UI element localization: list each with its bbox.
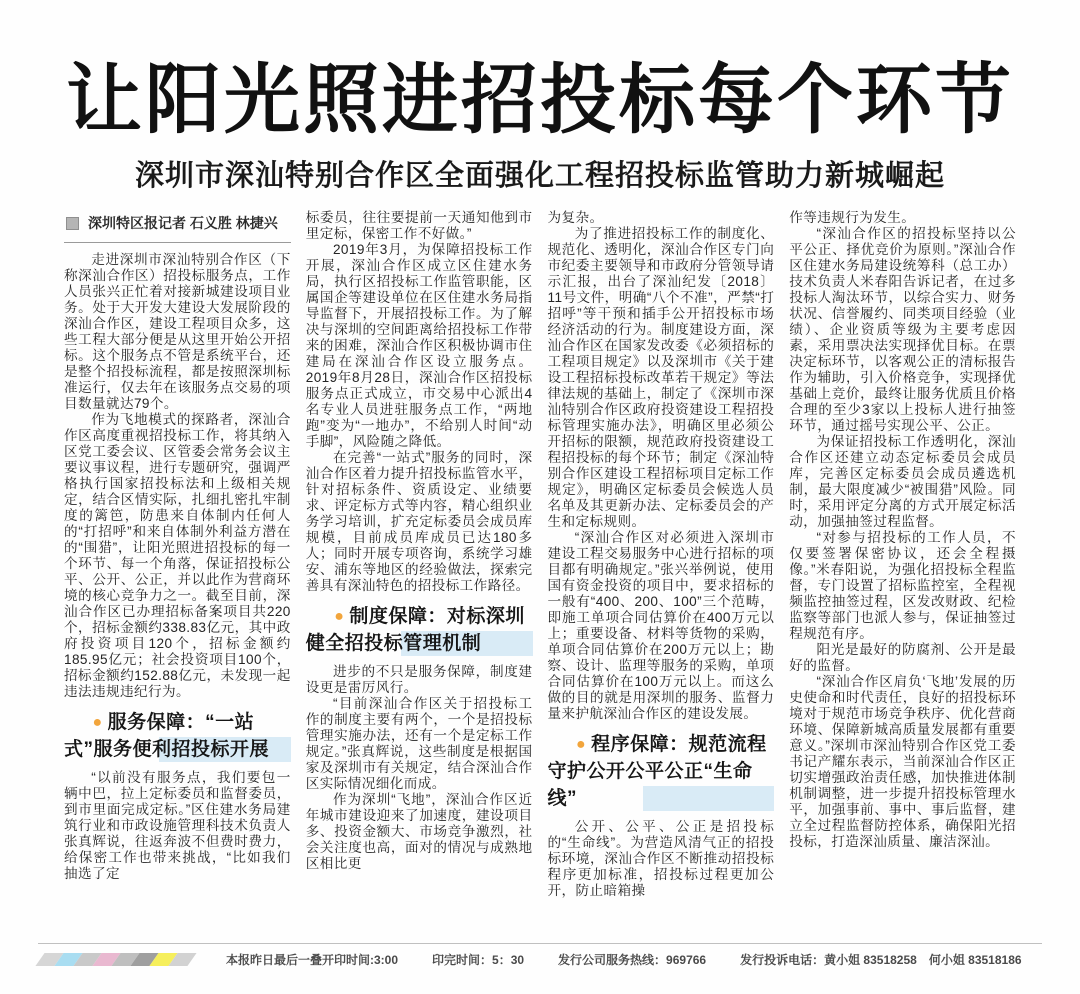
paragraph: “深汕合作区的招投标坚持以公平公正、择优竞价为原则。”深汕合作区住建水务局建设统筹科（总工办）技术负责人米春阳告诉记者，在过多投标人淘汰环节，以综合实力、财务状况、信誉履约、同类项目经验（业绩）、企业资质等级为主要考虑因素，采用票决法实现择优目标。在票决定标环节，以客观公正的清标报告作为辅助，引入价格竞争，实现择优基础上竞价，最终让服务优质且价格合理的至少3家以上投标人进行抽签环节，通过摇号实现公平、公正。 xyxy=(789,226,1016,434)
section-heading xyxy=(64,709,291,763)
byline-square-icon xyxy=(66,217,79,230)
footer-divider xyxy=(38,943,1042,944)
section-heading xyxy=(306,603,533,657)
paragraph: 作等违规行为发生。 xyxy=(789,210,916,226)
article-column-1 xyxy=(64,210,291,899)
paragraph: 阳光是最好的防腐剂、公开是最好的监督。 xyxy=(789,642,1016,674)
paragraph: “深汕合作区肩负‘飞地’发展的历史使命和时代责任，良好的招投标环境对于规范市场竞争秩序、优化营商环境、保障新城高质量发展都有重要意义。”深圳市深汕特别合作区党工委书记产耀东表示，当前深汕合作区正切实增强政治责任感，加快推进体制机制调整，进一步提升招投标管理水平，加强事前、事中、事后监督，建立全过程监督防控体系，确保阳光招投标，打造深汕质量、廉洁深汕。 xyxy=(789,674,1016,850)
paragraph: 为复杂。 xyxy=(547,210,604,226)
page-subtitle: 深圳市深汕特别合作区全面强化工程招投标监管助力新城崛起 xyxy=(134,160,945,193)
footer-service-hotline: 发行公司服务热线：969766 xyxy=(558,952,707,967)
article-column-2 xyxy=(306,210,533,899)
footer-print-done-time: 印完时间：5：30 xyxy=(432,952,525,967)
print-color-bar-left xyxy=(40,953,192,966)
paragraph: “对参与招投标的工作人员，不仅要签署保密协议，还会全程摄像。”米春阳说，为强化招投标全程监督，专门设置了招标监控室，全程视频监控抽签过程，区发改财政、纪检监察等部门也派人参与，保证抽签过程规范有序。 xyxy=(789,530,1016,642)
paragraph: 2019年3月，为保障招投标工作开展，深汕合作区成立区住建水务局，执行区招投标工作监管职能，区属国企等建设单位在区住建水务局指导监督下，开展招投标工作。为了解决与深圳的空间距离给招投标工作带来的困难，深汕合作区积极协调市住建局在深汕合作区设立服务点。2019年8月28日，深汕合作区招投标服务点正式成立，市交易中心派出4名专业人员进驻服务点工作，“两地跑”变为“一地办”，不给别人时间“动手脚”，风险随之降低。 xyxy=(305,242,533,450)
section-heading xyxy=(548,731,775,812)
footer-print-open-time: 本报昨日最后一叠开印时间:3:00 xyxy=(226,952,399,967)
paragraph: “深汕合作区对必须进入深圳市建设工程交易服务中心进行招标的项目都有明确规定。”张兴举例说，使用国有资金投资的项目中，要求招标的一般有“400、200、100”三个范畴，即施工单项合同估算价在400万元以上；重要设备、材料等货物的采购，单项合同估算价在200万元以上；勘察、设计、监理等服务的采购，单项合同估算价在100万元以上。而这么做的目的就是用深圳的服务、监督力量来护航深汕合作区的建设发展。 xyxy=(547,530,775,722)
page-footer xyxy=(0,943,1080,968)
footer-complaint-phone: 发行投诉电话：黄小姐 83518258 何小姐 83518186 xyxy=(740,952,1022,967)
section-heading-text: 服务保障：“一站式”服务便利招投标开展 xyxy=(64,712,270,761)
paragraph: 作为飞地模式的探路者，深汕合作区高度重视招投标工作，将其纳入区党工委会议、区管委会常务会议主要议事议程，进行专题研究，强调严格执行国家招投标法和上级相关规定，结合区情实际，扎细扎密扎牢制度的篱笆，防患来自体制内任何人的“打招呼”和来自体制外利益方潜在的“围猎”，让阳光照进招投标的每一个环节、每一个角落，保证招投标公平、公开、公正，并以此作为营商环境的核心竞争力之一。截至目前，深汕合作区已办理招标备案项目共220个，招标金额约338.83亿元，其中政府投资项目120个，招标金额约185.95亿元；社会投资项目100个，招标金额约152.88亿元，未发现一起违法违规违纪行为。 xyxy=(64,412,291,700)
byline xyxy=(64,210,291,243)
article-column-3 xyxy=(548,210,775,899)
article-column-4 xyxy=(789,210,1016,899)
paragraph: 走进深圳市深汕特别合作区（下称深汕合作区）招投标服务点，工作人员张兴正忙着对接新城建设项目业务。处于大开发大建设大发展阶段的深汕合作区，建设工程项目众多，这些工程大部分便是从这里开始公开招标。这个服务点不管是系统平台，还是整个招投标流程，都是按照深圳标准运行，仅去年在该服务点交易的项目数量就达79个。 xyxy=(64,252,291,412)
paragraph: 为了推进招投标工作的制度化、规范化、透明化，深汕合作区专门向市纪委主要领导和市政府分管领导请示汇报，出台了深汕纪发〔2018〕11号文件，明确“八个不准”，严禁“打招呼”等干预和插手公开招投标市场经济活动的行为。制度建设方面，深汕合作区在国家发改委《必须招标的工程项目规定》以及深圳市《关于建设工程招标投标改革若干规定》等法律法规的基础上，制定了《深圳市深汕特别合作区政府投资建设工程招投标管理实施办法》，明确区里必须公开招标的限额，规范政府投资建设工程招投标的每个环节；制定《深汕特别合作区建设工程招标项目定标工作规定》，明确区定标委员会候选人员名单及其更新办法、定标委员会的产生和定标规则。 xyxy=(547,226,775,530)
paragraph: 作为深圳“飞地”，深汕合作区近年城市建设迎来了加速度，建设项目多、投资金额大、市场竞争激烈，社会关注度也高，面对的情况与成熟地区相比更 xyxy=(305,792,533,872)
newspaper-page xyxy=(0,58,1080,994)
paragraph: “以前没有服务点，我们要包一辆中巴，拉上定标委员和监督委员，到市里面完成定标。”区住建水务局建筑行业和市政设施管理科技术负责人张真辉说，往返奔波不但费时费力，给保密工作也带来挑战，“比如我们抽选了定 xyxy=(64,770,291,882)
heading-highlight xyxy=(643,786,775,811)
byline-text: 深圳特区报记者 石义胜 林捷兴 xyxy=(88,215,278,232)
paragraph: 标委员，往往要提前一天通知他到市里定标，保密工作不好做。” xyxy=(305,210,533,242)
page-title: 让阳光照进招投标每个环节 xyxy=(66,58,1014,143)
paragraph: “目前深汕合作区关于招投标工作的制度主要有两个，一个是招投标管理实施办法，还有一个是定标工作规定。”张真辉说，这些制度是根据国家及深圳市有关规定，结合深汕合作区实际情况细化而成。 xyxy=(305,696,533,792)
article-body xyxy=(0,210,1080,899)
footer-bar xyxy=(0,950,1080,968)
section-heading-text: 制度保障：对标深圳健全招投标管理机制 xyxy=(305,606,525,655)
section-bullet-icon: ● xyxy=(576,736,587,754)
section-heading-text: 程序保障：规范流程守护公开公平公正“生命线” xyxy=(547,734,767,810)
section-bullet-icon: ● xyxy=(334,608,345,626)
paragraph: 进步的不只是服务保障，制度建设更是雷厉风行。 xyxy=(305,664,533,696)
paragraph: 为保证招投标工作透明化，深汕合作区还建立动态定标委员会成员库，完善区定标委员会成员遴选机制，最大限度减少“被围猎”风险。同时，采用评定分离的方式开展定标活动，加强抽签过程监督。 xyxy=(789,434,1016,530)
section-bullet-icon: ● xyxy=(92,714,103,732)
paragraph: 公开、公平、公正是招投标的“生命线”。为营造风清气正的招投标环境，深汕合作区不断推动招投标程序更加标准，招投标过程更加公开，防止暗箱操 xyxy=(547,819,775,899)
paragraph: 在完善“一站式”服务的同时，深汕合作区着力提升招投标监管水平，针对招标条件、资质设定、业绩要求、评定标方式等内容，精心组织业务学习培训，扩充定标委员会成员库规模，目前成员库成员已达180多人；同时开展专项咨询，系统学习雄安、浦东等地区的经验做法，探索完善具有深汕特色的招投标工作路径。 xyxy=(305,450,533,594)
